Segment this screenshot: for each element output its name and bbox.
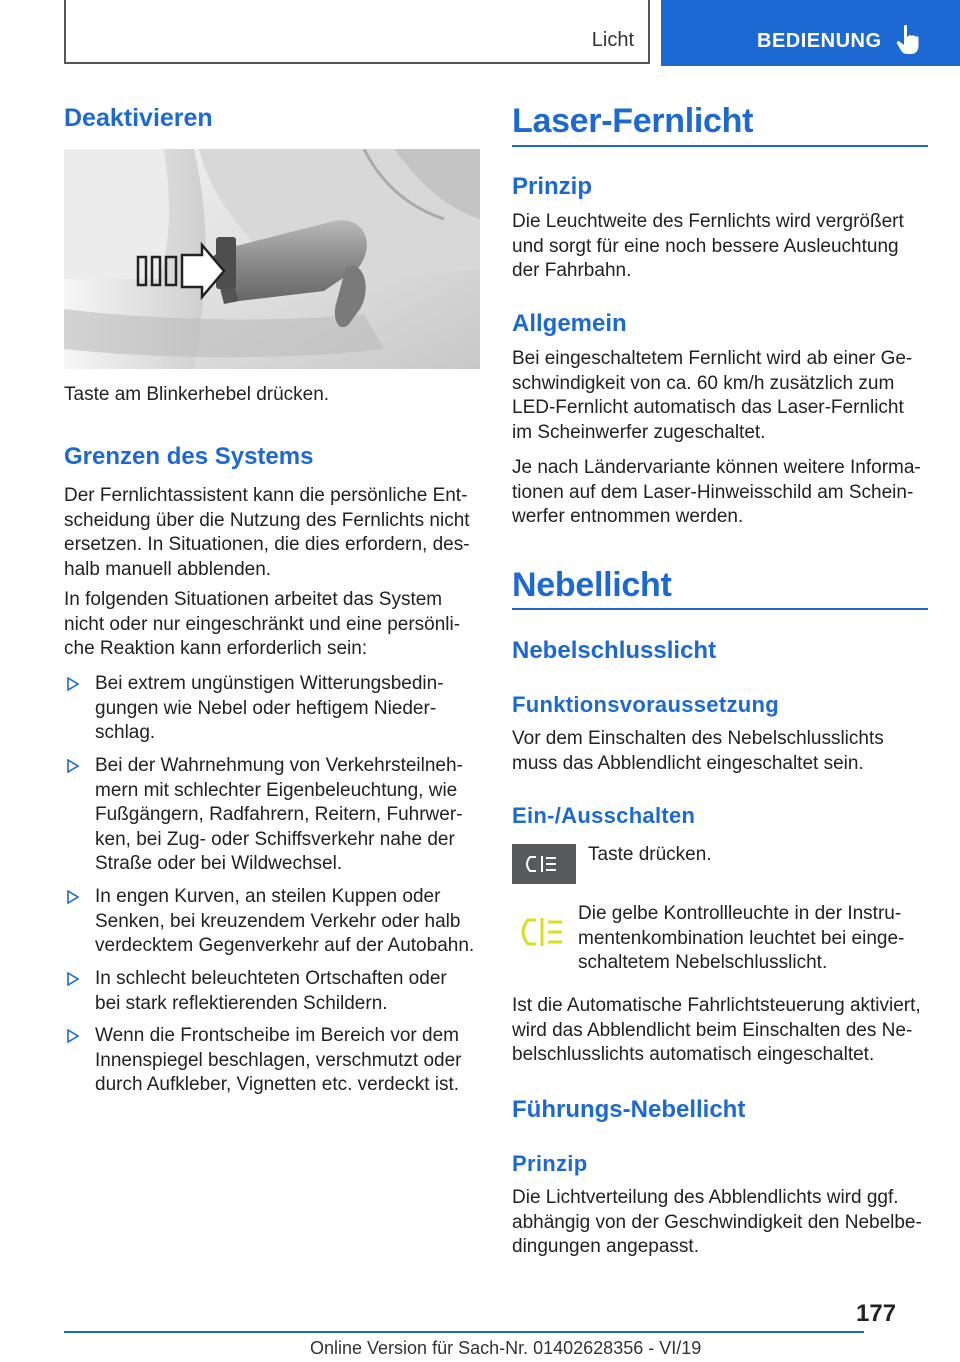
- text-line: Innenspiegel beschlagen, verschmutzt oder: [95, 1049, 462, 1071]
- text-line: mern mit schlechter Eigenbeleuchtung, wie: [95, 779, 458, 801]
- paragraph-grenzen-2: [64, 588, 480, 662]
- text-line: Die gelbe Kontrollleuchte in der Instru‐: [578, 903, 902, 924]
- heading-fuehrungs-nebellicht: Führungs-Nebellicht: [512, 1096, 746, 1123]
- heading-funktionsvoraussetzung: Funktionsvoraussetzung: [512, 692, 779, 717]
- text-line: muss das Abblendlicht eingeschaltet sein.: [512, 752, 864, 774]
- text-line: Bei eingeschaltetem Fernlicht wird ab einer Ge‐: [512, 348, 913, 369]
- text-line: Die Lichtverteilung des Abblendlichts wird ggf.: [512, 1187, 899, 1208]
- text-line: schaltetem Nebelschlusslicht.: [578, 952, 828, 973]
- text-line: ken, bei Zug- oder Schiffsverkehr nahe der: [95, 828, 455, 850]
- text-line: verdecktem Gegenverkehr auf der Autobahn.: [95, 935, 475, 956]
- list-item-text: [95, 1024, 483, 1098]
- list-item-text: [95, 754, 483, 877]
- turn-signal-lever-illustration: [64, 149, 480, 369]
- list-item-text: [95, 672, 483, 746]
- text-line: und sorgt für eine noch bessere Ausleuchtung: [512, 235, 899, 257]
- header-chapter-tab: [661, 0, 960, 66]
- text-line: im Scheinwerfer zugeschaltet.: [512, 421, 766, 443]
- pointing-hand-icon: [895, 24, 921, 56]
- paragraph-allgemein-2: [512, 456, 928, 530]
- text-line: Bei extrem ungünstigen Witterungsbedin‐: [95, 673, 444, 694]
- heading-prinzip: Prinzip: [512, 173, 593, 200]
- footer-rule: [64, 1331, 864, 1333]
- text-line: mentenkombination leuchtet bei einge‐: [578, 927, 905, 949]
- heading-ein-ausschalten: Ein-/Ausschalten: [512, 803, 696, 828]
- text-line: werfer entnommen werden.: [512, 506, 744, 527]
- text-line: LED-Fernlicht automatisch das Laser-Fernlicht: [512, 397, 904, 418]
- heading-grenzen: Grenzen des Systems: [64, 443, 314, 470]
- paragraph-automatik: [512, 994, 932, 1068]
- bullet-triangle-icon: [66, 890, 80, 904]
- paragraph-funktion: [512, 727, 928, 776]
- text-line: Bei der Wahrnehmung von Verkehrsteilneh‐: [95, 755, 463, 776]
- heading-allgemein: Allgemein: [512, 310, 627, 337]
- text-line: der Fahrbahn.: [512, 260, 632, 281]
- text-line: Straße oder bei Wildwechsel.: [95, 853, 343, 874]
- rear-fog-indicator-icon: [516, 912, 566, 952]
- text-line: Je nach Ländervariante können weitere Informa‐: [512, 457, 921, 478]
- paragraph-prinzip: [512, 210, 928, 284]
- text-line: ersetzen. In Situationen, die dies erfordern, des‐: [64, 534, 470, 555]
- text-line: Der Fernlichtassistent kann die persönliche Ent‐: [64, 485, 468, 506]
- text-line: gungen wie Nebel oder heftigem Nieder‐: [95, 697, 437, 719]
- text-line: Ist die Automatische Fahrlichtsteuerung aktiviert,: [512, 995, 921, 1016]
- paragraph-prinzip-2: [512, 1186, 928, 1260]
- text-line: durch Aufkleber, Vignetten etc. verdeckt ist.: [95, 1074, 460, 1095]
- figure-caption: Taste am Blinkerhebel drücken.: [64, 384, 330, 405]
- bullet-triangle-icon: [66, 759, 80, 773]
- text-line: Vor dem Einschalten des Nebelschlusslichts: [512, 728, 884, 749]
- text-line: belschlusslichts automatisch eingeschaltet.: [512, 1044, 875, 1065]
- text-line: tionen auf dem Laser-Hinweisschild am Schein‐: [512, 481, 914, 503]
- heading-deaktivieren: Deaktivieren: [64, 104, 213, 132]
- section-rule: [512, 608, 928, 610]
- chapter-label: BEDIENUNG: [757, 30, 882, 52]
- section-rule: [512, 145, 928, 147]
- heading-nebellicht: Nebellicht: [512, 566, 672, 604]
- heading-nebelschlusslicht: Nebelschlusslicht: [512, 637, 717, 664]
- paragraph-grenzen-1: [64, 484, 480, 582]
- text-line: In engen Kurven, an steilen Kuppen oder: [95, 886, 441, 907]
- heading-prinzip-2: Prinzip: [512, 1151, 588, 1176]
- text-line: abhängig von der Geschwindigkeit den Nebelbe‐: [512, 1211, 922, 1233]
- header-section-tab: [64, 0, 650, 64]
- text-line: schlag.: [95, 722, 156, 743]
- bullet-triangle-icon: [66, 972, 80, 986]
- text-line: Wenn die Frontscheibe im Bereich vor dem: [95, 1025, 459, 1046]
- paragraph-kontrollleuchte: [578, 902, 928, 976]
- text-line: In schlecht beleuchteten Ortschaften oder: [95, 968, 447, 989]
- text-line: schwindigkeit von ca. 60 km/h zusätzlich zum: [512, 372, 895, 394]
- text-line: halb manuell abblenden.: [64, 558, 272, 580]
- paragraph-allgemein-1: [512, 347, 928, 445]
- list-item-text: [95, 885, 483, 959]
- figure-turn-signal-lever: [64, 149, 480, 369]
- text-line: Senken, bei kreuzendem Verkehr oder halb: [95, 910, 461, 932]
- text-line: nicht oder nur eingeschränkt und eine persönli‐: [64, 613, 461, 635]
- text-line: In folgenden Situationen arbeitet das System: [64, 589, 443, 610]
- text-line: Fußgängern, Radfahrern, Reitern, Fuhrwer‐: [95, 804, 463, 825]
- text-line: dingungen angepasst.: [512, 1236, 699, 1257]
- rear-fog-light-icon: [512, 844, 576, 884]
- text-line: bei stark reflektierenden Schildern.: [95, 992, 388, 1014]
- list-item-text: [95, 967, 483, 1016]
- heading-laser-fernlicht: Laser-Fernlicht: [512, 102, 754, 140]
- rear-fog-light-button: [512, 844, 576, 884]
- text-line: che Reaktion kann erforderlich sein:: [64, 638, 368, 659]
- page-number: 177: [856, 1300, 897, 1327]
- taste-druecken-text: Taste drücken.: [588, 844, 712, 865]
- online-version-footer: Online Version für Sach-Nr. 01402628356 - VI/19: [310, 1338, 702, 1358]
- bullet-triangle-icon: [66, 677, 80, 691]
- bullet-triangle-icon: [66, 1029, 80, 1043]
- section-label: Licht: [591, 29, 634, 51]
- text-line: scheidung über die Nutzung des Fernlichts nicht: [64, 509, 470, 531]
- text-line: Die Leuchtweite des Fernlichts wird vergrößert: [512, 211, 904, 232]
- text-line: wird das Abblendlicht beim Einschalten des Ne‐: [512, 1019, 913, 1041]
